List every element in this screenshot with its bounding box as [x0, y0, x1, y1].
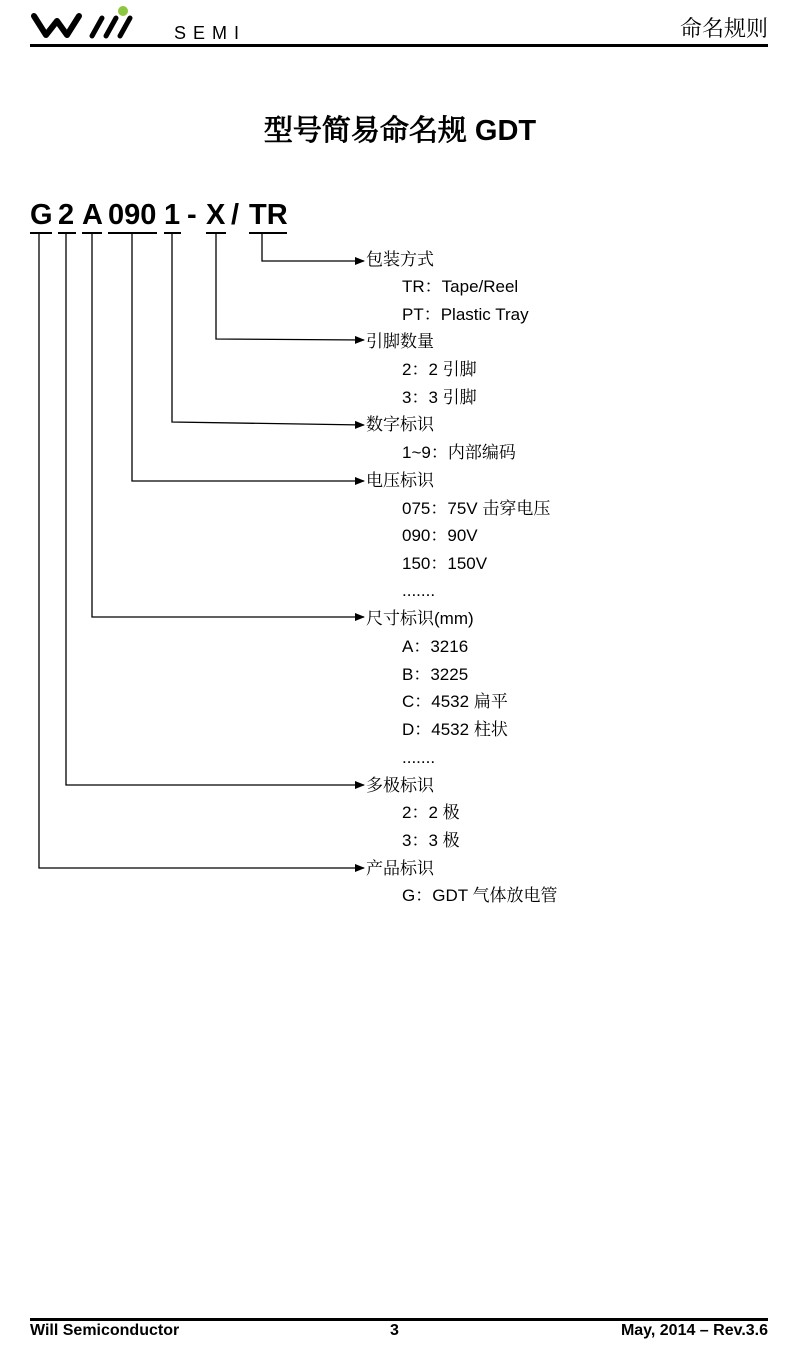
footer-divider [30, 1318, 768, 1321]
code-x: X [206, 199, 226, 231]
code-1: 1 [164, 199, 181, 231]
poles-item: 2：2 极 [402, 803, 460, 822]
code-slash: / [231, 199, 240, 231]
size-item: A：3216 [402, 637, 469, 656]
connector-poles [66, 233, 364, 785]
voltage-item: 075：75V 击穿电压 [402, 499, 551, 518]
page-title: 型号简易命名规 GDT [263, 115, 537, 147]
code-090: 090 [108, 199, 157, 231]
code-2: 2 [58, 199, 75, 231]
size-heading: 尺寸标识(mm) [366, 609, 474, 628]
pins-item: 3：3 引脚 [402, 388, 477, 407]
footer-page-number: 3 [390, 1322, 399, 1339]
digit-heading: 数字标识 [366, 415, 434, 434]
connector-voltage [132, 233, 364, 481]
product-heading: 产品标识 [366, 859, 434, 878]
logo-text: SEMI [174, 23, 247, 43]
pins-item: 2：2 引脚 [402, 360, 477, 379]
voltage-item: 150：150V [402, 554, 488, 573]
code-g: G [30, 199, 53, 231]
product-item: G：GDT 气体放电管 [402, 886, 558, 905]
size-item: B：3225 [402, 665, 469, 684]
pins-heading: 引脚数量 [366, 332, 434, 351]
footer-company: Will Semiconductor [30, 1322, 180, 1339]
size-item: C：4532 扁平 [402, 692, 508, 711]
size-item: D：4532 柱状 [402, 720, 508, 739]
code-dash: - [187, 199, 197, 231]
size-item: ....... [402, 748, 436, 767]
connector-packaging [262, 233, 364, 261]
code-tr: TR [249, 199, 288, 231]
packaging-item: PT：Plastic Tray [402, 305, 529, 324]
header-title: 命名规则 [679, 17, 768, 42]
connector-digit [172, 233, 364, 425]
connector-pins [216, 233, 364, 340]
poles-heading: 多极标识 [366, 776, 434, 795]
digit-item: 1~9：内部编码 [402, 443, 516, 462]
voltage-heading: 电压标识 [366, 471, 434, 490]
packaging-heading: 包装方式 [366, 250, 434, 269]
voltage-item: ....... [402, 581, 436, 600]
voltage-item: 090：90V [402, 526, 478, 545]
connector-product [39, 233, 364, 868]
poles-item: 3：3 极 [402, 831, 460, 850]
code-a: A [82, 199, 103, 231]
packaging-item: TR：Tape/Reel [402, 277, 519, 296]
footer-revision: May, 2014 – Rev.3.6 [620, 1322, 768, 1339]
